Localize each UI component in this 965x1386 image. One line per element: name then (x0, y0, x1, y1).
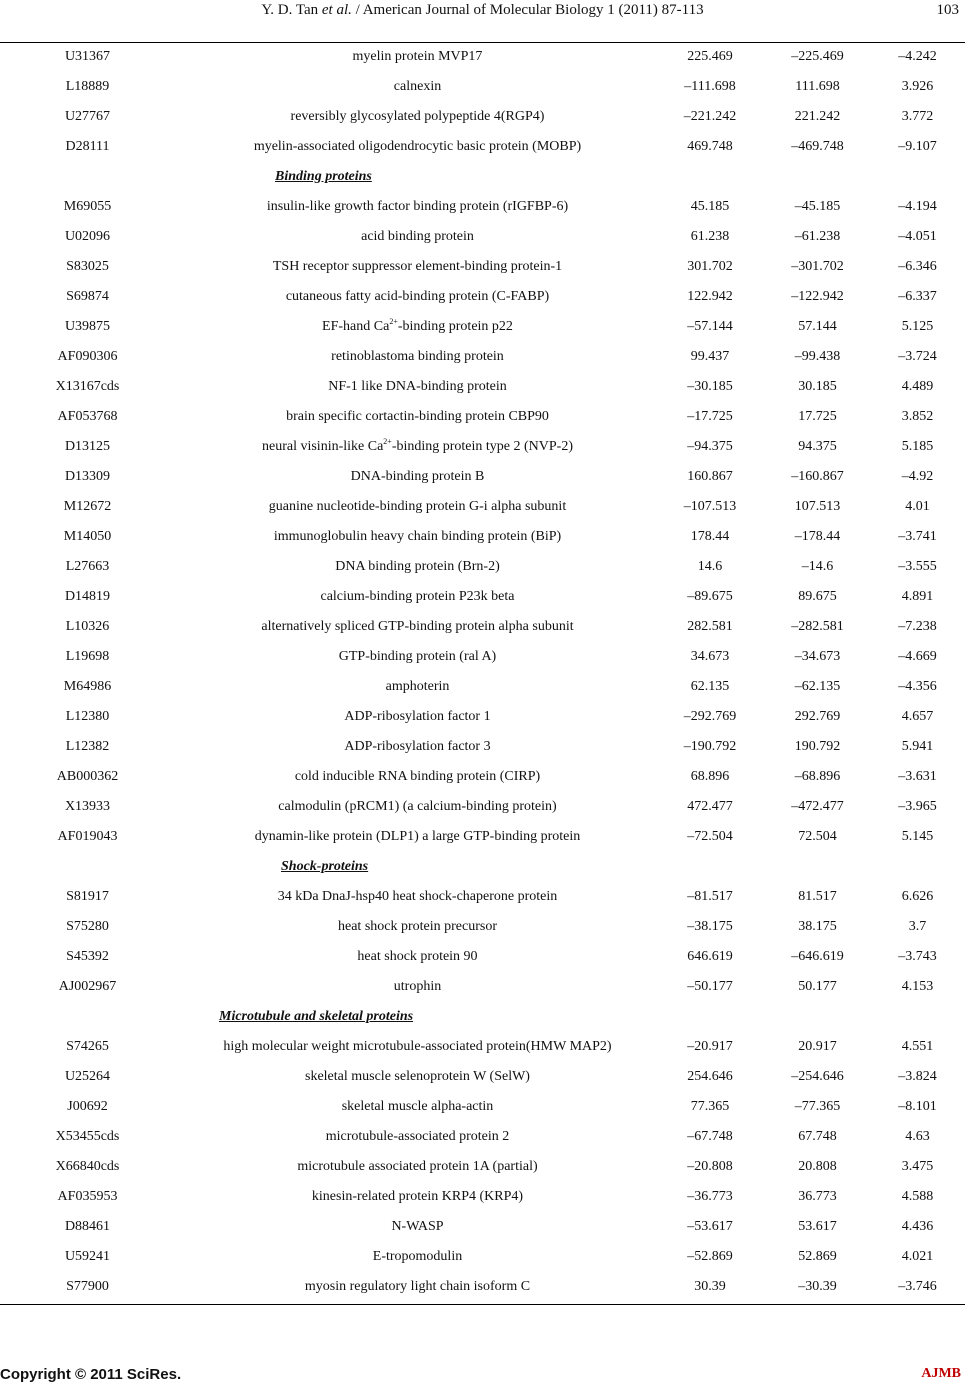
accession-cell: U39875 (64, 319, 111, 334)
table-row (0, 823, 965, 853)
value-cell-3: –3.824 (898, 1069, 937, 1084)
value-cell-2: 72.504 (798, 829, 837, 844)
value-cell-3: 6.626 (901, 889, 934, 904)
value-cell-2: –99.438 (794, 349, 841, 364)
accession-cell: U59241 (64, 1249, 111, 1264)
value-cell-1: –20.808 (687, 1159, 733, 1174)
accession-cell: AF090306 (57, 349, 118, 364)
value-cell-1: 68.896 (690, 769, 730, 784)
accession-cell: S45392 (66, 949, 109, 964)
gene-name-cell: microtubule associated protein 1A (partial) (297, 1159, 538, 1174)
gene-table (0, 43, 965, 1303)
value-cell-2: 81.517 (798, 889, 837, 904)
value-cell-1: 77.365 (690, 1099, 730, 1114)
gene-name-cell: NF-1 like DNA-binding protein (328, 379, 507, 394)
accession-cell: D88461 (64, 1219, 111, 1234)
value-cell-3: –4.92 (901, 469, 934, 484)
table-row (0, 703, 965, 733)
value-cell-2: 89.675 (798, 589, 837, 604)
value-cell-1: 62.135 (690, 679, 730, 694)
gene-name-cell: calmodulin (pRCM1) (a calcium-binding protein) (278, 799, 557, 814)
value-cell-2: 190.792 (794, 739, 841, 754)
accession-cell: D28111 (65, 139, 110, 154)
value-cell-1: –17.725 (687, 409, 733, 424)
gene-name-cell: skeletal muscle alpha-actin (341, 1099, 494, 1114)
value-cell-2: –68.896 (794, 769, 841, 784)
value-cell-3: –6.346 (898, 259, 937, 274)
value-cell-3: 3.852 (901, 409, 934, 424)
value-cell-2: 67.748 (798, 1129, 837, 1144)
value-cell-1: –221.242 (683, 109, 737, 124)
value-cell-2: –61.238 (794, 229, 841, 244)
table-row (0, 583, 965, 613)
value-cell-2: –14.6 (801, 559, 834, 574)
value-cell-2: –646.619 (791, 949, 844, 964)
accession-cell: X66840cds (55, 1159, 120, 1174)
value-cell-2: 57.144 (798, 319, 837, 334)
superscript: 2+ (383, 437, 392, 446)
value-cell-2: –122.942 (791, 289, 844, 304)
table-row (0, 1273, 965, 1303)
table-row (0, 1093, 965, 1123)
value-cell-1: 178.44 (690, 529, 730, 544)
accession-cell: AB000362 (56, 769, 119, 784)
table-row (0, 553, 965, 583)
value-cell-3: 5.125 (901, 319, 934, 334)
value-cell-3: –4.669 (898, 649, 937, 664)
value-cell-1: –52.869 (687, 1249, 733, 1264)
table-row (0, 1063, 965, 1093)
accession-cell: S75280 (66, 919, 109, 934)
table-row (0, 883, 965, 913)
accession-cell: M69055 (63, 199, 112, 214)
value-cell-1: –111.698 (684, 79, 736, 94)
value-cell-1: –50.177 (687, 979, 733, 994)
gene-name-cell: cutaneous fatty acid-binding protein (C-FABP) (285, 289, 550, 304)
gene-name-cell: ADP-ribosylation factor 3 (344, 739, 491, 754)
gene-name-cell: heat shock protein 90 (357, 949, 478, 964)
value-cell-2: 107.513 (794, 499, 841, 514)
accession-cell: S83025 (66, 259, 109, 274)
gene-name-cell: reversibly glycosylated polypeptide 4(RGP4) (290, 109, 545, 124)
section-title: Shock-proteins (281, 859, 369, 874)
gene-name-cell: high molecular weight microtubule-associated protein(HMW MAP2) (223, 1039, 612, 1054)
value-cell-1: 99.437 (690, 349, 730, 364)
accession-cell: M64986 (63, 679, 112, 694)
value-cell-3: –8.101 (898, 1099, 937, 1114)
value-cell-1: –53.617 (687, 1219, 733, 1234)
gene-name-cell: myelin protein MVP17 (352, 49, 483, 64)
gene-name-part: -binding protein p22 (397, 319, 513, 334)
gene-name-cell: E-tropomodulin (372, 1249, 463, 1264)
value-cell-2: 52.869 (798, 1249, 837, 1264)
value-cell-3: 4.63 (905, 1129, 930, 1144)
table-row (0, 133, 965, 163)
table-row (0, 1243, 965, 1273)
table-row (0, 973, 965, 1003)
accession-cell: U02096 (64, 229, 111, 244)
accession-cell: S74265 (66, 1039, 109, 1054)
accession-cell: L10326 (65, 619, 110, 634)
table-row (0, 673, 965, 703)
value-cell-1: –107.513 (683, 499, 737, 514)
value-cell-1: –30.185 (687, 379, 733, 394)
value-cell-3: –7.238 (898, 619, 937, 634)
table-row (0, 1153, 965, 1183)
gene-name-cell: utrophin (393, 979, 442, 994)
value-cell-1: –81.517 (687, 889, 733, 904)
table-row (0, 913, 965, 943)
section-title: Microtubule and skeletal proteins (219, 1009, 414, 1024)
gene-name-cell: amphoterin (385, 679, 450, 694)
value-cell-2: 111.698 (795, 79, 840, 94)
page-header (0, 0, 965, 26)
table-row (0, 613, 965, 643)
copyright-notice: Copyright © 2011 SciRes. (0, 1366, 182, 1383)
table-row (0, 193, 965, 223)
gene-name-part: neural visinin-like Ca (261, 439, 384, 454)
table-row (0, 733, 965, 763)
accession-cell: X53455cds (55, 1129, 120, 1144)
value-cell-3: 4.588 (901, 1189, 934, 1204)
value-cell-3: 5.145 (901, 829, 934, 844)
value-cell-1: –89.675 (687, 589, 733, 604)
table-row (0, 373, 965, 403)
gene-name-cell: DNA binding protein (Brn-2) (335, 559, 500, 574)
value-cell-2: –62.135 (794, 679, 841, 694)
value-cell-2: 20.808 (798, 1159, 837, 1174)
value-cell-1: –38.175 (687, 919, 733, 934)
value-cell-2: –225.469 (791, 49, 844, 64)
gene-name-cell: heat shock protein precursor (338, 919, 497, 934)
gene-name-cell: retinoblastoma binding protein (331, 349, 504, 364)
accession-cell: M12672 (63, 499, 112, 514)
value-cell-1: 160.867 (687, 469, 733, 484)
table-row (0, 433, 965, 463)
accession-cell: D13309 (64, 469, 111, 484)
gene-name-cell: brain specific cortactin-binding protein CBP90 (286, 409, 549, 424)
value-cell-3: 5.941 (901, 739, 934, 754)
accession-cell: AF053768 (57, 409, 118, 424)
value-cell-2: –160.867 (791, 469, 844, 484)
superscript: 2+ (389, 317, 398, 326)
gene-name-part: EF-hand Ca (322, 319, 390, 334)
table-row (0, 403, 965, 433)
table-row (0, 943, 965, 973)
gene-name-cell: immunoglobulin heavy chain binding protein (BiP) (273, 529, 562, 544)
value-cell-1: 34.673 (690, 649, 730, 664)
table-row (0, 343, 965, 373)
table-row (0, 313, 965, 343)
gene-name-part: -binding protein type 2 (NVP-2) (391, 439, 574, 454)
value-cell-1: 472.477 (687, 799, 733, 814)
table-row (0, 793, 965, 823)
running-title-journal: / American Journal of Molecular Biology 1 (2011) 87-113 (351, 2, 704, 18)
running-title-etal: et al. (321, 2, 352, 18)
value-cell-2: 30.185 (798, 379, 837, 394)
value-cell-1: –57.144 (687, 319, 733, 334)
accession-cell: L27663 (65, 559, 110, 574)
value-cell-2: 50.177 (798, 979, 837, 994)
gene-name-cell: microtubule-associated protein 2 (325, 1129, 510, 1144)
table-row (0, 1213, 965, 1243)
accession-cell: U27767 (64, 109, 111, 124)
gene-name-cell: DNA-binding protein B (350, 469, 485, 484)
table-row (0, 1033, 965, 1063)
accession-cell: S69874 (66, 289, 109, 304)
value-cell-1: 30.39 (694, 1279, 726, 1294)
value-cell-3: 4.489 (901, 379, 934, 394)
gene-name-cell: calcium-binding protein P23k beta (320, 589, 515, 604)
table-row (0, 283, 965, 313)
value-cell-1: 61.238 (690, 229, 730, 244)
value-cell-3: 4.153 (901, 979, 934, 994)
gene-name-cell: alternatively spliced GTP-binding protein alpha subunit (261, 619, 574, 634)
accession-cell: J00692 (67, 1099, 108, 1114)
accession-cell: D14819 (64, 589, 111, 604)
accession-cell: X13933 (64, 799, 111, 814)
value-cell-3: –3.724 (898, 349, 937, 364)
value-cell-2: –472.477 (791, 799, 844, 814)
table-bottom-rule (0, 1304, 965, 1305)
value-cell-1: 282.581 (687, 619, 733, 634)
gene-name-cell: cold inducible RNA binding protein (CIRP) (294, 769, 541, 784)
value-cell-2: –178.44 (794, 529, 841, 544)
gene-name-cell: insulin-like growth factor binding protein (rIGFBP-6) (266, 199, 569, 214)
value-cell-3: 4.657 (901, 709, 934, 724)
value-cell-2: 38.175 (798, 919, 837, 934)
gene-name-cell: dynamin-like protein (DLP1) a large GTP-binding protein (254, 829, 581, 844)
value-cell-3: –9.107 (898, 139, 937, 154)
table-row (0, 643, 965, 673)
value-cell-2: –301.702 (791, 259, 844, 274)
gene-name-cell: myelin-associated oligodendrocytic basic protein (MOBP) (253, 139, 582, 154)
value-cell-1: 14.6 (697, 559, 723, 574)
page-number: 103 (936, 2, 959, 18)
gene-name-cell: acid binding protein (361, 229, 474, 244)
section-header-row (0, 1003, 965, 1033)
accession-cell: AF035953 (57, 1189, 118, 1204)
value-cell-1: 469.748 (687, 139, 733, 154)
value-cell-2: 292.769 (794, 709, 841, 724)
accession-cell: D13125 (64, 439, 111, 454)
table-row (0, 1123, 965, 1153)
gene-name-cell: ADP-ribosylation factor 1 (344, 709, 491, 724)
value-cell-3: 4.891 (901, 589, 934, 604)
gene-name-cell: N-WASP (391, 1219, 444, 1234)
value-cell-3: –3.965 (898, 799, 937, 814)
value-cell-2: –34.673 (794, 649, 841, 664)
accession-cell: U31367 (64, 49, 111, 64)
value-cell-3: –3.746 (898, 1279, 937, 1294)
value-cell-1: –292.769 (683, 709, 737, 724)
table-row (0, 73, 965, 103)
value-cell-1: –94.375 (687, 439, 733, 454)
accession-cell: U25264 (64, 1069, 111, 1084)
gene-name-cell: TSH receptor suppressor element-binding protein-1 (272, 259, 563, 274)
gene-name-cell (185, 439, 650, 455)
gene-name-cell: skeletal muscle selenoprotein W (SelW) (305, 1069, 530, 1084)
value-cell-1: 254.646 (687, 1069, 733, 1084)
table-row (0, 763, 965, 793)
value-cell-1: 301.702 (687, 259, 733, 274)
value-cell-3: 3.926 (901, 79, 934, 94)
gene-name-cell: calnexin (393, 79, 442, 94)
accession-cell: X13167cds (55, 379, 120, 394)
value-cell-3: 3.475 (901, 1159, 934, 1174)
value-cell-2: 17.725 (798, 409, 837, 424)
value-cell-3: 4.021 (901, 1249, 934, 1264)
accession-cell: M14050 (63, 529, 112, 544)
value-cell-1: –72.504 (687, 829, 733, 844)
value-cell-1: 225.469 (687, 49, 733, 64)
value-cell-3: –3.555 (898, 559, 937, 574)
table-row (0, 223, 965, 253)
value-cell-3: 3.7 (908, 919, 927, 934)
value-cell-2: 94.375 (798, 439, 837, 454)
accession-cell: AF019043 (57, 829, 118, 844)
value-cell-1: –20.917 (687, 1039, 733, 1054)
value-cell-3: –3.743 (898, 949, 937, 964)
accession-cell: L12380 (65, 709, 110, 724)
table-row (0, 103, 965, 133)
value-cell-2: 20.917 (798, 1039, 837, 1054)
journal-abbreviation: AJMB (921, 1366, 961, 1381)
value-cell-1: 45.185 (690, 199, 730, 214)
accession-cell: L12382 (65, 739, 110, 754)
section-header-row (0, 853, 965, 883)
value-cell-2: –45.185 (794, 199, 841, 214)
value-cell-3: –3.631 (898, 769, 937, 784)
value-cell-1: –67.748 (687, 1129, 733, 1144)
section-title: Binding proteins (275, 169, 372, 184)
accession-cell: AJ002967 (58, 979, 117, 994)
gene-name-cell: kinesin-related protein KRP4 (KRP4) (311, 1189, 524, 1204)
accession-cell: L19698 (65, 649, 110, 664)
value-cell-2: –30.39 (798, 1279, 837, 1294)
gene-name-cell: myosin regulatory light chain isoform C (304, 1279, 531, 1294)
running-title (0, 2, 965, 19)
gene-name-cell (185, 319, 650, 335)
value-cell-3: 4.551 (901, 1039, 934, 1054)
value-cell-2: –254.646 (791, 1069, 844, 1084)
value-cell-1: –36.773 (687, 1189, 733, 1204)
value-cell-3: –4.242 (898, 49, 937, 64)
value-cell-2: 53.617 (798, 1219, 837, 1234)
value-cell-2: 36.773 (798, 1189, 837, 1204)
value-cell-3: –4.356 (898, 679, 937, 694)
value-cell-1: 122.942 (687, 289, 733, 304)
running-title-authors: Y. D. Tan (261, 2, 319, 18)
value-cell-3: –6.337 (898, 289, 937, 304)
section-header-row (0, 163, 965, 193)
value-cell-2: –77.365 (794, 1099, 841, 1114)
value-cell-2: 221.242 (794, 109, 841, 124)
value-cell-3: 4.436 (901, 1219, 934, 1234)
table-row (0, 523, 965, 553)
gene-name-cell: GTP-binding protein (ral A) (338, 649, 497, 664)
table-row (0, 253, 965, 283)
value-cell-1: 646.619 (687, 949, 733, 964)
value-cell-3: –4.051 (898, 229, 937, 244)
value-cell-3: 5.185 (901, 439, 934, 454)
gene-name-cell: guanine nucleotide-binding protein G-i alpha subunit (268, 499, 567, 514)
value-cell-3: –3.741 (898, 529, 937, 544)
table-row (0, 493, 965, 523)
accession-cell: L18889 (65, 79, 110, 94)
value-cell-1: –190.792 (683, 739, 737, 754)
accession-cell: S77900 (66, 1279, 109, 1294)
accession-cell: S81917 (66, 889, 109, 904)
table-row (0, 463, 965, 493)
value-cell-2: –469.748 (791, 139, 844, 154)
value-cell-3: 4.01 (905, 499, 930, 514)
value-cell-3: 3.772 (901, 109, 934, 124)
gene-name-cell: 34 kDa DnaJ-hsp40 heat shock-chaperone protein (277, 889, 558, 904)
value-cell-3: –4.194 (898, 199, 937, 214)
table-row (0, 1183, 965, 1213)
table-row (0, 43, 965, 73)
value-cell-2: –282.581 (791, 619, 844, 634)
